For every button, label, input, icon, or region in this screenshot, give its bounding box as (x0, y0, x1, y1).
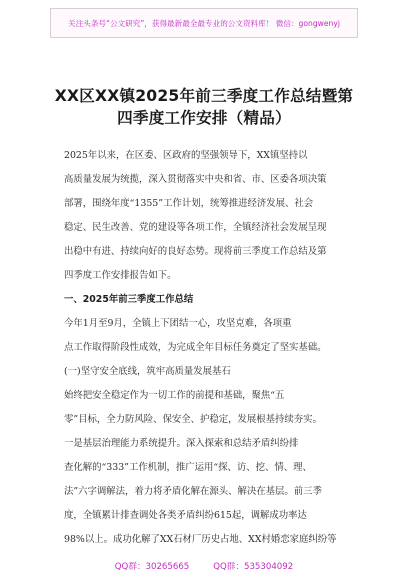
body-line: 始终把安全稳定作为一切工作的前提和基础，聚焦“五 (64, 390, 285, 401)
document-title-line-2: 四季度工作安排（精品） (117, 109, 291, 127)
body-line: 零”目标，全力防风险、保安全、护稳定，发展根基持续夯实。 (64, 414, 322, 425)
body-line: 一是基层治理能力系统提升。深入探索和总结矛盾纠纷排 (64, 438, 299, 449)
document-title-line-1: XX区XX镇2025年前三季度工作总结暨第 (54, 87, 354, 105)
body-line: 出稳中有进、持续向好的良好态势。现将前三季度工作总结及第 (64, 246, 327, 257)
body-line: 98%以上。成功化解了XX石材厂历史占地、XX村婚恋家庭纠纷等 (64, 534, 337, 545)
section-heading: 一、2025年前三季度工作总结 (64, 294, 194, 305)
body-line: 今年1月至9月，全镇上下团结一心，攻坚克难，各项重 (64, 318, 292, 329)
banner-text: 关注头条号“公文研究”，获得最新最全最专业的公文资料库！ 微信：gongwenyj (68, 18, 340, 28)
body-line: 查化解的“333”工作机制，推广运用“探、访、挖、情、理、 (64, 462, 312, 473)
body-line: 点工作取得阶段性成效，为完成全年目标任务奠定了坚实基础。 (64, 342, 327, 353)
body-line: 高质量发展为统揽，深入贯彻落实中央和省、市、区委各项决策 (64, 174, 327, 185)
body-line: 法”六字调解法，着力将矛盾化解在源头、解决在基层。前三季 (64, 486, 322, 497)
subsection-heading: (一)坚守安全底线，筑牢高质量发展基石 (64, 366, 231, 377)
footer-contact (0, 560, 408, 572)
footer-qq-1: QQ群：30265665 (114, 562, 190, 572)
footer-qq-2: QQ群：535304092 (213, 562, 294, 572)
body-line: 四季度工作安排报告如下。 (64, 270, 177, 281)
body-line: 度，全镇累计排查调处各类矛盾纠纷615起，调解成功率达 (64, 510, 307, 521)
body-line: 部署，围绕年度“1355”工作计划，统筹推进经济发展、社会 (64, 198, 314, 209)
body-line: 2025年以来，在区委、区政府的坚强领导下，XX镇坚持以 (64, 150, 308, 161)
header-banner (50, 8, 358, 38)
body-line: 稳定、民生改善、党的建设等各项工作，全镇经济社会发展呈现 (64, 222, 327, 233)
